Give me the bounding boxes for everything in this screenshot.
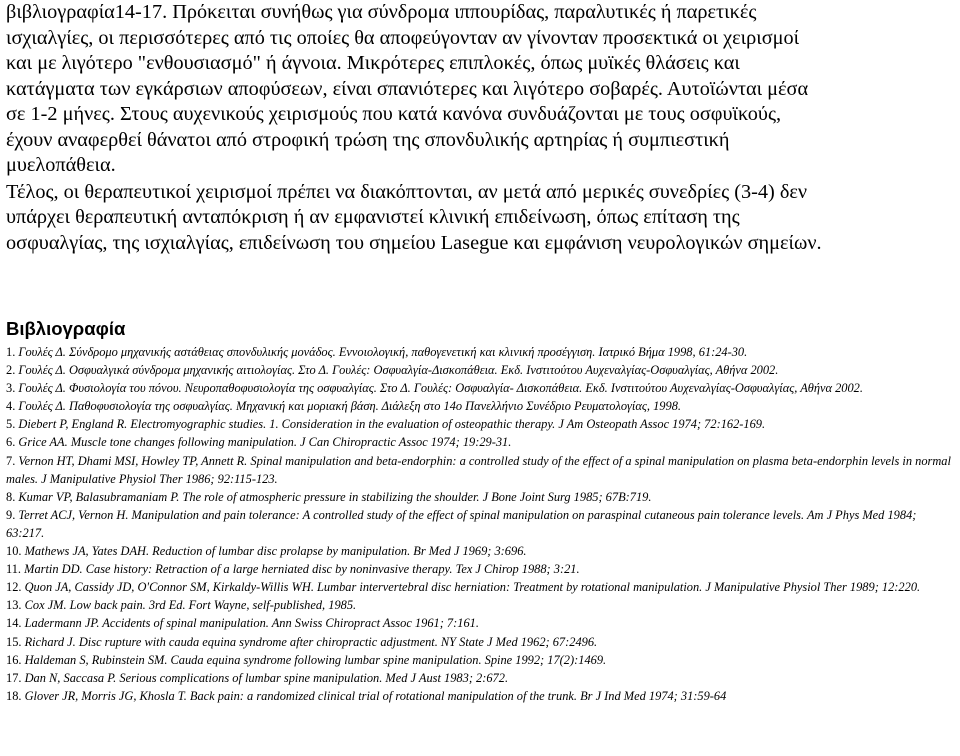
reference-number: 12. bbox=[6, 580, 22, 595]
reference-text: Grice AA. Muscle tone changes following manipulation. J Can Chiropractic Assoc 1974; 19:29-31. bbox=[18, 435, 512, 450]
reference-item bbox=[6, 578, 954, 596]
reference-item bbox=[6, 560, 954, 578]
reference-text: Glover JR, Morris JG, Khosla T. Back pain: a randomized clinical trial of rotational manipulation of the trunk. Br J Ind Med 1974; 31:59-64 bbox=[24, 688, 727, 703]
reference-item bbox=[6, 669, 954, 687]
reference-number: 15. bbox=[6, 634, 22, 649]
reference-item bbox=[6, 506, 954, 542]
reference-item bbox=[6, 343, 954, 361]
reference-item bbox=[6, 614, 954, 632]
reference-item bbox=[6, 379, 954, 397]
reference-item bbox=[6, 433, 954, 451]
reference-item bbox=[6, 542, 954, 560]
reference-item bbox=[6, 651, 954, 669]
reference-item bbox=[6, 596, 954, 614]
reference-text: Quon JA, Cassidy JD, O'Connor SM, Kirkaldy-Willis WH. Lumbar intervertebral disc herniation: Treatment by rotational manipulation. J Manipulative Physiol Ther 1989; 12:220. bbox=[24, 580, 921, 595]
reference-number: 17. bbox=[6, 670, 22, 685]
reference-text: Γουλές Δ. Παθοφυσιολογία της οσφυαλγίας. Μηχανική και μοριακή βάση. Διάλεξη στο 14ο Πανελλήνιο Συνέδριο Ρευματολογίας, 1998. bbox=[18, 399, 681, 414]
reference-number: 14. bbox=[6, 616, 22, 631]
document-page bbox=[6, 0, 954, 705]
reference-text: Haldeman S, Rubinstein SM. Cauda equina syndrome following lumbar spine manipulation. Spine 1992; 17(2):1469. bbox=[24, 652, 607, 667]
section-spacer bbox=[6, 256, 954, 318]
body-paragraph-2: Τέλος, οι θεραπευτικοί χειρισμοί πρέπει να διακόπτονται, αν μετά από μερικές συνεδρίες (3-4) δεν υπάρχει θεραπευτική ανταπόκριση ή αν εμφανιστεί κλινική επιδείνωση, όπως επίταση της οσφυαλγίας, της ισχιαλγίας, επιδείνωση του σημείου Lasegue και εμφάνιση νευρολογικών σημείων. bbox=[6, 180, 822, 254]
reference-number: 13. bbox=[6, 598, 22, 613]
reference-number: 18. bbox=[6, 688, 22, 703]
reference-text: Martin DD. Case history: Retraction of a large herniated disc by noninvasive therapy. Tex J Chirop 1988; 3:21. bbox=[24, 562, 580, 577]
reference-list bbox=[6, 343, 954, 705]
reference-text: Γουλές Δ. Οσφυαλγικά σύνδρομα μηχανικής αιτιολογίας. Στο Δ. Γουλές: Οσφυαλγία-Δισκοπάθεια. Εκδ. Ινστιτούτου Αυχεναλγίας-Οσφυαλγίας, Αθήνα 2002. bbox=[18, 363, 779, 378]
reference-number: 3. bbox=[6, 381, 16, 396]
reference-number: 6. bbox=[6, 435, 16, 450]
reference-item bbox=[6, 687, 954, 705]
reference-item bbox=[6, 488, 954, 506]
reference-item bbox=[6, 452, 954, 488]
reference-item bbox=[6, 361, 954, 379]
reference-number: 8. bbox=[6, 489, 16, 504]
reference-text: Ladermann JP. Accidents of spinal manipulation. Ann Swiss Chiropract Assoc 1961; 7:161. bbox=[24, 616, 479, 631]
reference-number: 4. bbox=[6, 399, 16, 414]
reference-text: Vernon HT, Dhami MSI, Howley TP, Annett R. Spinal manipulation and beta-endorphin: a controlled study of the effect of a spinal manipulation on plasma beta-endorphin levels in normal males. J Manipulative Physiol Ther 1986; 92:115-123. bbox=[6, 453, 951, 486]
reference-text: Richard J. Disc rupture with cauda equina syndrome after chiropractic adjustment. NY State J Med 1962; 67:2496. bbox=[24, 634, 598, 649]
reference-text: Terret ACJ, Vernon H. Manipulation and pain tolerance: A controlled study of the effect of spinal manipulation on paraspinal cutaneous pain tolerance levels. Am J Phys Med 1984; 63:217. bbox=[6, 507, 917, 540]
reference-text: Kumar VP, Balasubramaniam P. The role of atmospheric pressure in stabilizing the shoulder. J Bone Joint Surg 1985; 67B:719. bbox=[18, 489, 652, 504]
reference-number: 7. bbox=[6, 453, 16, 468]
reference-number: 9. bbox=[6, 507, 16, 522]
reference-number: 1. bbox=[6, 345, 16, 359]
reference-number: 5. bbox=[6, 417, 16, 432]
reference-item bbox=[6, 415, 954, 433]
reference-item bbox=[6, 397, 954, 415]
reference-text: Γουλές Δ. Φυσιολογία του πόνου. Νευροπαθοφυσιολογία της οσφυαλγίας. Στο Δ. Γουλές: Οσφυαλγία- Δισκοπάθεια. Εκδ. Ινστιτούτου Αυχεναλγίας-Οσφυαλγίας, Αθήνα 2002. bbox=[18, 381, 863, 396]
reference-number: 10. bbox=[6, 544, 22, 559]
reference-text: Cox JM. Low back pain. 3rd Ed. Fort Wayne, self-published, 1985. bbox=[24, 598, 357, 613]
reference-text: Γουλές Δ. Σύνδρομο μηχανικής αστάθειας σπονδυλικής μονάδος. Εννοιολογική, παθογενετική και κλινική προσέγγιση. Ιατρικό Βήμα 1998, 61:24-30. bbox=[18, 345, 748, 359]
reference-number: 11. bbox=[6, 562, 22, 577]
reference-text: Mathews JA, Yates DAH. Reduction of lumbar disc prolapse by manipulation. Br Med J 1969; 3:696. bbox=[24, 544, 527, 559]
bibliography-heading: Βιβλιογραφία bbox=[6, 318, 126, 339]
reference-number: 2. bbox=[6, 363, 16, 378]
reference-number: 16. bbox=[6, 652, 22, 667]
reference-text: Dan N, Saccasa P. Serious complications of lumbar spine manipulation. Med J Aust 1983; 2:672. bbox=[24, 670, 509, 685]
reference-text: Diebert P, England R. Electromyographic studies. 1. Consideration in the evaluation of osteopathic therapy. J Am Osteopath Assoc 1974; 72:162-169. bbox=[18, 417, 766, 432]
reference-item bbox=[6, 633, 954, 651]
body-paragraph-1: βιβλιογραφία14-17. Πρόκειται συνήθως για σύνδρομα ιππουρίδας, παραλυτικές ή παρετικές ισχιαλγίες, οι περισσότερες από τις οποίες θα αποφεύγονταν αν γίνονταν προσεκτικά οι χειρισμοί και με λιγότερο "ενθουσιασμό" ή άγνοια. Μικρότερες επιπλοκές, όπως μυϊκές θλάσεις και κατάγματα των εγκάρσιων αποφύσεων, είναι σπανιότερες και λιγότερο σοβαρές. Αυτοϊώνται μέσα σε 1-2 μήνες. Στους αυχενικούς χειρισμούς που κατά κανόνα συνδυάζονται με τους οσφυϊκούς, έχουν αναφερθεί θάνατοι από στροφική τρώση της σπονδυλικής αρτηρίας ή συμπιεστική μυελοπάθεια. bbox=[6, 1, 809, 176]
